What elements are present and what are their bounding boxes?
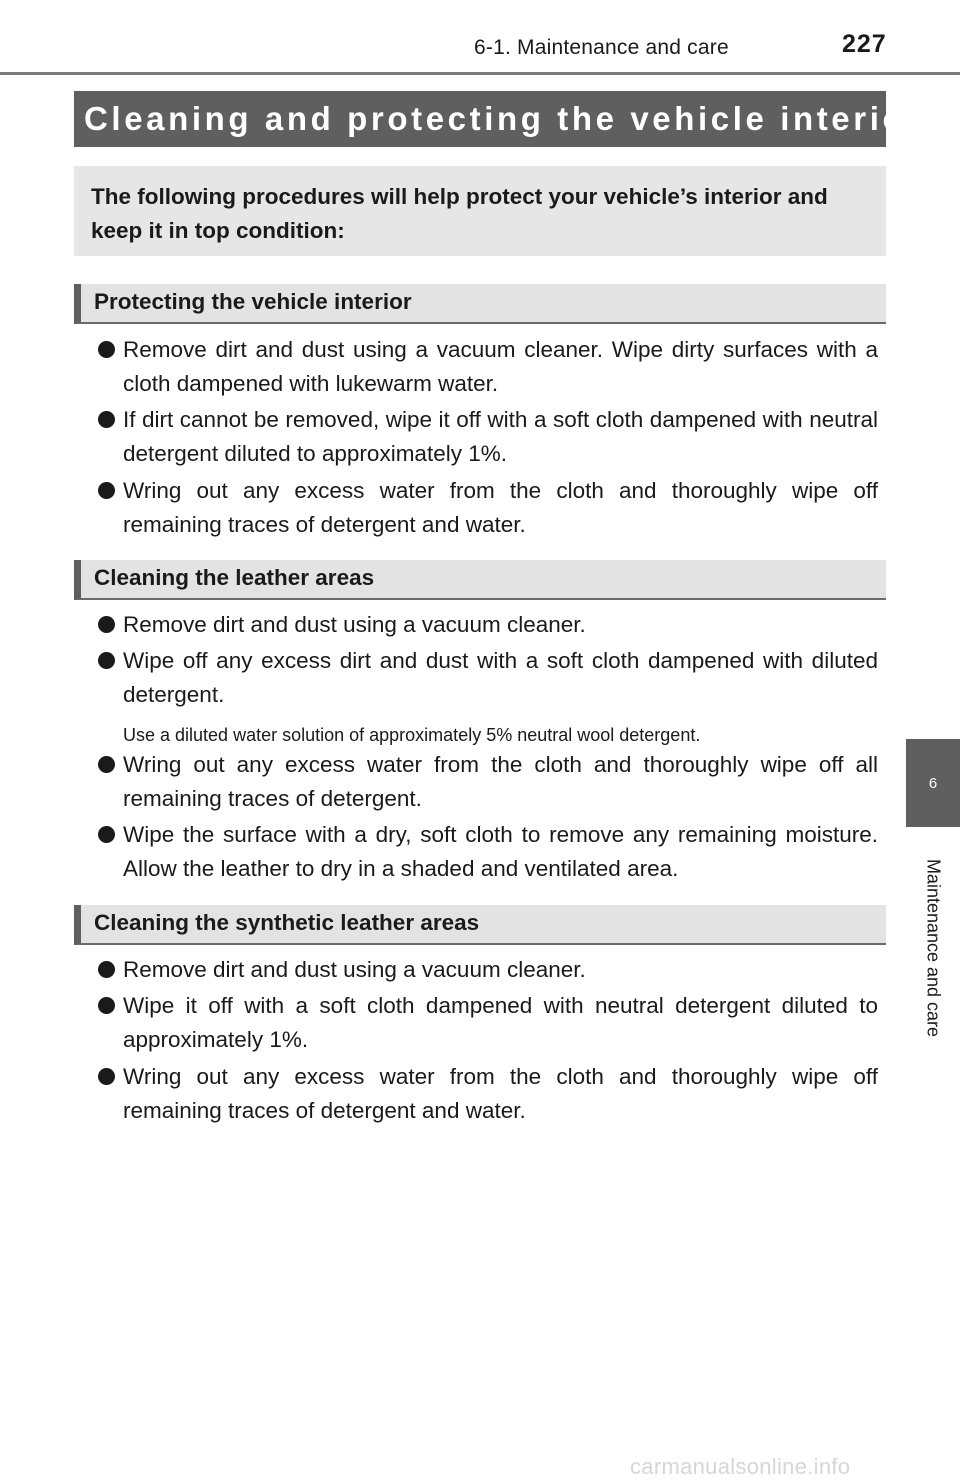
bullet-icon bbox=[98, 411, 115, 428]
list-item-text: Wipe off any excess dirt and dust with a soft cloth dampened with diluted detergent. bbox=[123, 648, 878, 707]
page-number: 227 bbox=[842, 30, 887, 58]
watermark: carmanualsonline.info bbox=[630, 1454, 851, 1479]
chapter-number: 6 bbox=[928, 774, 938, 792]
note-text: Use a diluted water solution of approximately 5% neutral wool detergent. bbox=[123, 725, 701, 745]
page-title: Cleaning and protecting the vehicle interior bbox=[74, 91, 886, 147]
bullet-icon bbox=[98, 756, 115, 773]
list-item-text: Remove dirt and dust using a vacuum cleaner. bbox=[123, 957, 586, 982]
bullet-icon bbox=[98, 826, 115, 843]
list-item-text: Wipe it off with a soft cloth dampened with neutral detergent diluted to approximately 1%. bbox=[123, 993, 878, 1052]
chapter-tab bbox=[906, 739, 960, 827]
list-item-text: If dirt cannot be removed, wipe it off with a soft cloth dampened with neutral detergent diluted to approximately 1%. bbox=[123, 407, 878, 466]
list-item-text: Wipe the surface with a dry, soft cloth to remove any remaining moisture. Allow the leather to dry in a shaded and ventilated area. bbox=[123, 822, 878, 881]
section-heading-protecting: Protecting the vehicle interior bbox=[74, 284, 886, 324]
bullet-icon bbox=[98, 482, 115, 499]
list-item-text: Wring out any excess water from the cloth and thoroughly wipe off remaining traces of detergent and water. bbox=[123, 478, 878, 537]
list-item-text: Remove dirt and dust using a vacuum cleaner. Wipe dirty surfaces with a cloth dampened with lukewarm water. bbox=[123, 337, 878, 396]
bullet-icon bbox=[98, 997, 115, 1014]
list-item bbox=[98, 748, 878, 816]
header-rule bbox=[0, 72, 960, 75]
list-item bbox=[98, 333, 878, 401]
section-heading-leather: Cleaning the leather areas bbox=[74, 560, 886, 600]
list-item bbox=[98, 608, 878, 642]
list-item bbox=[98, 403, 878, 471]
section-heading-synthetic-leather: Cleaning the synthetic leather areas bbox=[74, 905, 886, 945]
bullet-icon bbox=[98, 652, 115, 669]
list-item bbox=[98, 818, 878, 886]
bullet-icon bbox=[98, 341, 115, 358]
header-section-title: 6-1. Maintenance and care bbox=[474, 36, 729, 59]
intro-box: The following procedures will help protect your vehicle’s interior and keep it in top condition: bbox=[74, 166, 886, 256]
list-item-text: Remove dirt and dust using a vacuum cleaner. bbox=[123, 612, 586, 637]
bullet-icon bbox=[98, 616, 115, 633]
list-item bbox=[98, 989, 878, 1057]
bullet-icon bbox=[98, 961, 115, 978]
bullet-icon bbox=[98, 1068, 115, 1085]
list-item bbox=[98, 474, 878, 542]
chapter-label: Maintenance and care bbox=[923, 858, 944, 1038]
list-item-text: Wring out any excess water from the cloth and thoroughly wipe off remaining traces of detergent and water. bbox=[123, 1064, 878, 1123]
list-item-text: Wring out any excess water from the cloth and thoroughly wipe off all remaining traces of detergent. bbox=[123, 752, 878, 811]
list-item bbox=[98, 644, 878, 712]
list-item bbox=[98, 1060, 878, 1128]
list-item bbox=[98, 953, 878, 987]
